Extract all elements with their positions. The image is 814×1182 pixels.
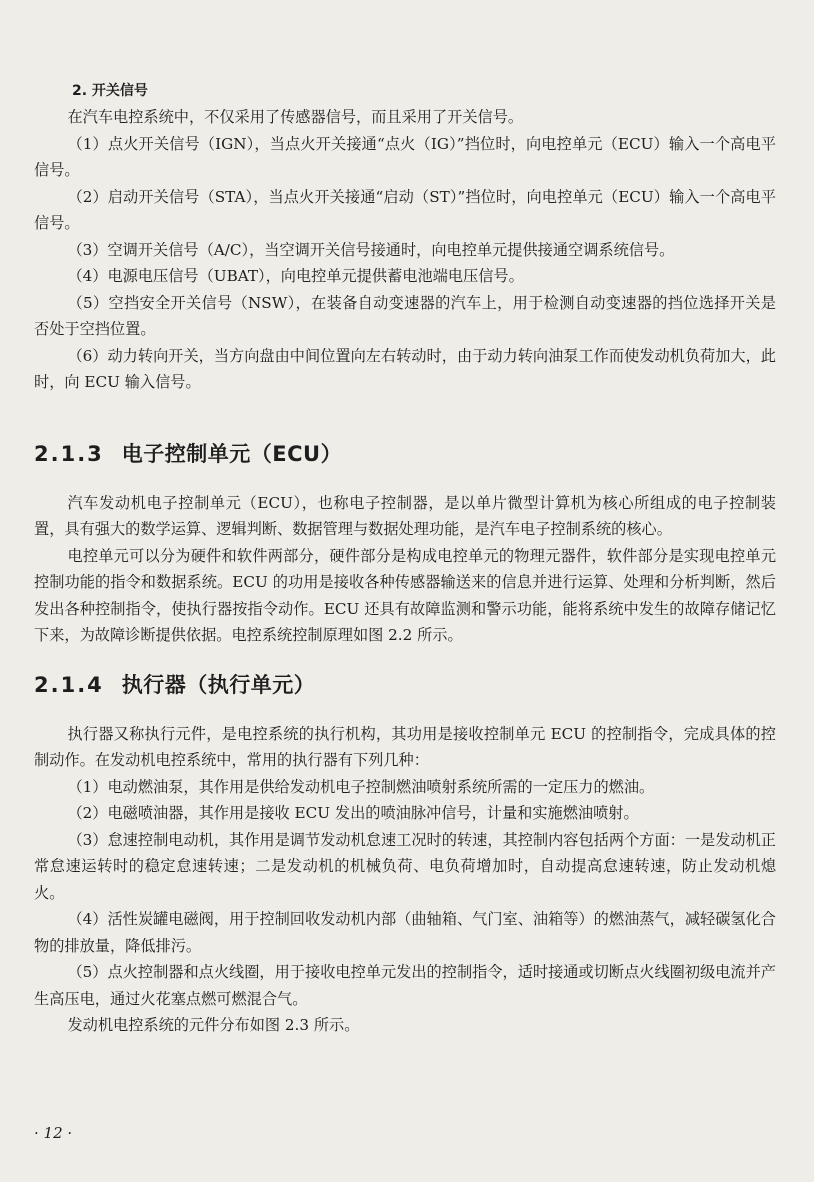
executor-item-2: （2）电磁喷油器，其作用是接收 ECU 发出的喷油脉冲信号，计量和实施燃油喷射。 bbox=[67, 804, 639, 822]
page-content bbox=[34, 80, 776, 1039]
paragraph-intro: 在汽车电控系统中，不仅采用了传感器信号，而且采用了开关信号。 bbox=[67, 108, 524, 126]
section-number: 2.1.3 bbox=[34, 441, 104, 466]
section-heading-2-1-4 bbox=[34, 669, 776, 699]
section-heading-2-1-3 bbox=[34, 438, 776, 468]
page-number: · 12 · bbox=[34, 1124, 73, 1142]
executor-item-5: （5）点火控制器和点火线圈，用于接收电控单元发出的控制指令，适时接通或切断点火线圈初级电流并产生高压电，通过火花塞点燃可燃混合气。 bbox=[34, 963, 776, 1008]
ecu-paragraph-2: 电控单元可以分为硬件和软件两部分，硬件部分是构成电控单元的物理元器件，软件部分是实现电控单元控制功能的指令和数据系统。ECU 的功用是接收各种传感器输送来的信息并进行运算、处理和分析判断，然后发出各种控制指令，使执行器按指令动作。ECU 还具有故障监测和警示功能，能将系统中发生的故障存储记忆下来，为故障诊断提供依据。电控系统控制原理如图 2.2 所示。 bbox=[34, 546, 776, 644]
switch-item-3: （3）空调开关信号（A/C），当空调开关信号接通时，向电控单元提供接通空调系统信号。 bbox=[67, 240, 675, 259]
switch-item-5: （5）空挡安全开关信号（NSW），在装备自动变速器的汽车上，用于检测自动变速器的挡位选择开关是否处于空挡位置。 bbox=[34, 293, 776, 338]
section-number: 2.1.4 bbox=[34, 672, 104, 697]
executor-item-4: （4）活性炭罐电磁阀，用于控制回收发动机内部（曲轴箱、气门室、油箱等）的燃油蒸气，减轻碳氢化合物的排放量，降低排污。 bbox=[34, 910, 776, 955]
executor-item-3: （3）怠速控制电动机，其作用是调节发动机怠速工况时的转速，其控制内容包括两个方面：一是发动机正常怠速运转时的稳定怠速转速；二是发动机的机械负荷、电负荷增加时，自动提高怠速转速，防止发动机熄火。 bbox=[34, 830, 776, 902]
switch-item-1: （1）点火开关信号（IGN），当点火开关接通“点火（IG）”挡位时，向电控单元（ECU）输入一个高电平信号。 bbox=[34, 134, 776, 179]
switch-item-4: （4）电源电压信号（UBAT），向电控单元提供蓄电池端电压信号。 bbox=[67, 267, 524, 285]
executor-outro: 发动机电控系统的元件分布如图 2.3 所示。 bbox=[67, 1016, 360, 1034]
executor-item-1: （1）电动燃油泵，其作用是供给发动机电子控制燃油喷射系统所需的一定压力的燃油。 bbox=[67, 777, 655, 796]
subheading-switch-signals: 2. 开关信号 bbox=[72, 83, 148, 99]
executor-intro: 执行器又称执行元件，是电控系统的执行机构，其功用是接收控制单元 ECU 的控制指令，完成具体的控制动作。在发动机电控系统中，常用的执行器有下列几种： bbox=[34, 724, 776, 769]
section-title: 电子控制单元（ECU） bbox=[121, 441, 343, 466]
switch-item-2: （2）启动开关信号（STA），当点火开关接通“启动（ST）”挡位时，向电控单元（ECU）输入一个高电平信号。 bbox=[34, 187, 776, 232]
switch-item-6: （6）动力转向开关，当方向盘由中间位置向左右转动时，由于动力转向油泵工作而使发动机负荷加大，此时，向 ECU 输入信号。 bbox=[34, 346, 776, 391]
ecu-paragraph-1: 汽车发动机电子控制单元（ECU），也称电子控制器，是以单片微型计算机为核心所组成的电子控制装置，具有强大的数学运算、逻辑判断、数据管理与数据处理功能，是汽车电子控制系统的核心。 bbox=[34, 493, 776, 538]
section-title: 执行器（执行单元） bbox=[121, 672, 316, 697]
